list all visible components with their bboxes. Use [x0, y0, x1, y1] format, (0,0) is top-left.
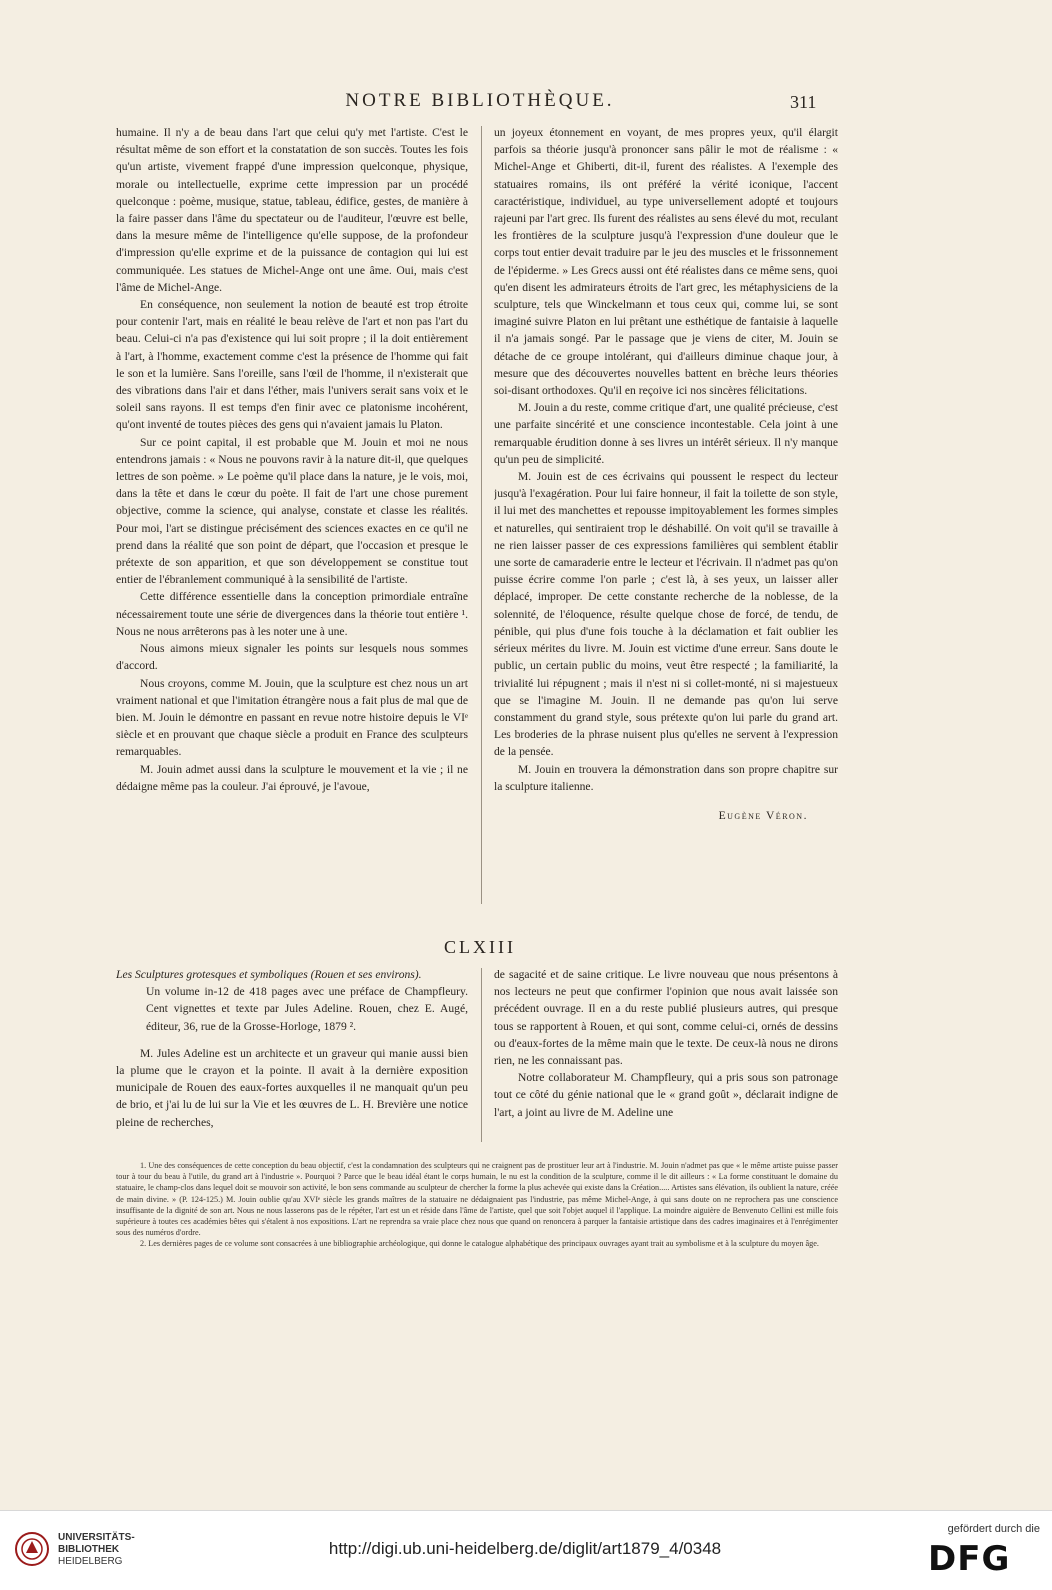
right-column-bottom [494, 966, 838, 1146]
right-column-top [494, 124, 838, 904]
left-column-top [116, 124, 468, 904]
footnotes [116, 1160, 838, 1310]
paragraph: Cette différence essentielle dans la conception primordiale entraîne nécessairement toute une série de divergences dans la théorie tout entière ¹. Nous ne nous arrêterons pas à les noter une à une. [116, 590, 468, 638]
paragraph: Notre collaborateur M. Champfleury, qui a pris sous son patronage tout ce côté du génie national que le « grand goût », déclarait indigne de l'art, a joint au livre de M. Adeline une [494, 1071, 838, 1119]
book-title: Les Sculptures grotesques et symboliques (Rouen et ses environs). [116, 968, 422, 981]
paragraph: M. Jules Adeline est un architecte et un graveur qui manie aussi bien la plume que le crayon et la pointe. Il avait à la dernière exposition municipale de Rouen des eaux-fortes auxquelles il ne manquait qu'un peu de brio, et j'ai lu de lui sur la Vie et les œuvres de L. H. Brevière une notice pleine de recherches, [116, 1046, 468, 1129]
paragraph: Nous aimons mieux signaler les points sur lesquels nous sommes d'accord. [116, 642, 468, 673]
paragraph: Nous croyons, comme M. Jouin, que la sculpture est chez nous un art vraiment national et que l'imitation étrangère nous a fait plus de mal que de bien. M. Jouin le démontre en passant en revue notre histoire depuis le VIᵉ siècle et en prouvant que chaque siècle a produit en France des sculpteurs remarquables. [116, 676, 468, 759]
institution-name [58, 1532, 135, 1568]
institution-line: UNIVERSITÄTS- [58, 1532, 135, 1543]
paragraph: Sur ce point capital, il est probable que M. Jouin et moi ne nous entendrons jamais : « Nous ne pouvons ravir à la nature dit-il, que quelques lettres de son poème. » Le poème qu'il place dans la nature, je le vois, moi, dans la tête et dans le cœur du poète. Il fait de l'art une chose purement objective, comme la science, qui analyse, constate et classe les réalités. Pour moi, l'art se distingue précisément des sciences exactes en ce qu'il ne prend dans la réalité que son point de départ, que l'occasion et presque le prétexte de son apparition, et que son développement se constitue tout entier de l'ébranlement communiqué à la sensibilité de l'artiste. [116, 435, 468, 587]
column-divider [481, 968, 482, 1142]
column-divider [481, 126, 482, 904]
author-signature: Eugène Véron. [718, 808, 808, 822]
paragraph: de sagacité et de saine critique. Le livre nouveau que nous présentons à nos lecteurs ne peut que confirmer l'opinion que nous avait laissée son précédent ouvrage. Il en a du reste publié plusieurs autres, qui presque tous se rapportent à Rouen, et qui sont, comme celui-ci, ornés de dessins ou d'eaux-fortes de la même main que le texte. De ceux-là nous ne dirons rien, ne les connaissant pas. [494, 968, 838, 1068]
institution-line: HEIDELBERG [58, 1556, 123, 1567]
paragraph: M. Jouin est de ces écrivains qui poussent le respect du lecteur jusqu'à l'exagération. Pour lui faire honneur, il fait la toilette de son style, il lui met des manchettes et repousse impitoyablement les formes simples et naturelles, qui sentiraient trop le déshabillé. On voit qu'il se travaille à ne rien laisser passer de ces expressions familières qui semblent établir une sorte de camaraderie entre le lecteur et l'écrivain. Il n'admet pas qu'on puisse écrire comme l'on parle ; c'est là, à ses yeux, un laisser aller déplacé, improper. De cette constante recherche de la noblesse, de la solennité, de l'éloquence, résulte quelque chose de forcé, de tendu, de pénible, qui plus d'une fois touche à la déclamation et fait oublier les sérieux mérites du livre. M. Jouin est victime d'une erreur. Sans doute le public, un certain public du moins, veut être respecté ; la familiarité, la trivialité lui répugnent ; mais il n'est ni si collet-monté, ni si majestueux que se l'imagine M. Jouin. Il ne demande pas qu'on lui serve constamment du grand style, sous prétexte qu'on lui parle du grand art. Les broderies de la phrase nuisent plus qu'elles ne servent à l'expression de la pensée. [494, 470, 838, 759]
footnote: 2. Les dernières pages de ce volume sont consacrées à une bibliographie archéologique, qui donne le catalogue alphabétique des principaux ouvrages ayant trait au symbolisme et à la sculpture du moyen âge. [140, 1239, 819, 1249]
footnote: 1. Une des conséquences de cette conception du beau objectif, c'est la condamnation des sculpteurs qui ne craignent pas de prostituer leur art à l'industrie. M. Jouin n'admet pas que « le même artiste puisse passer tour à tour du beau à l'utile, du grand art à l'industrie ». Pourquoi ? Parce que le beau idéal étant le corps humain, le nu est la condition de la sculpture, comme il le dit ailleurs : « La forme constituant le domaine du statuaire, le champ-clos dans lequel doit se mouvoir son activité, le bon sens commande au sculpteur de chercher la forme la plus achevée qui existe dans la Création..... Artistes sans élévation, ils oublient la nature, créée de main divine. » (P. 124-125.) M. Jouin oublie qu'au XVIᵉ siècle les grands maîtres de la statuaire ne dédaignaient pas l'industrie, pas même Michel-Ange, à qui sans doute on ne reprochera pas une conscience insuffisante de la dignité de son art. Nous ne nous lasserons pas de le répéter, l'art est un et réside dans l'âme de l'artiste, quel que soit l'objet auquel il l'applique. La moindre aiguière de Benvenuto Cellini est mille fois supérieure à toutes ces académies bêtes qui s'étalent à nos expositions. L'art ne reprendra sa vraie place chez nous que quand on renoncera à parquer la fantaisie artistique dans des cadres imaginaires et à l'enrégimenter sous des numéros d'ordre. [116, 1161, 838, 1238]
paragraph: humaine. Il n'y a de beau dans l'art que celui qu'y met l'artiste. C'est le résultat même de son effort et la constatation de son succès. Toutes les fois qu'un artiste, vivement frappé d'une impression quelconque, physique, morale ou intellectuelle, exprime cette impression par un procédé quelconque : poème, musique, statue, tableau, édifice, gestes, de manière à la faire passer dans l'âme du spectateur ou de l'auditeur, l'œuvre est belle, dans la mesure même de l'intelligence qu'elle suppose, de la profondeur d'impression qu'elle exprime et de la puissance de contagion qui lui est communiquée. Les statues de Michel-Ange ont une âme. Oui, mais c'est l'âme de Michel-Ange. [116, 126, 468, 294]
paragraph: En conséquence, non seulement la notion de beauté est trop étroite pour contenir l'art, mais en réalité le beau relève de l'art et non pas l'art du beau. Celui-ci n'a pas d'existence qui lui soit propre ; il la doit entièrement à l'art, à l'homme, exactement comme c'est la présence de l'homme qui fait le son et la lumière. Sans l'oreille, sans l'œil de l'homme, il n'existerait que des vibrations dans l'air et dans l'éther, mais l'univers serait sans voix et le soleil sans rayons. Il est temps d'en finir avec ce platonisme incohérent, qu'ont inventé de toutes pièces des gens qui n'avaient jamais lu Platon. [116, 298, 468, 432]
section-number: CLXIII [444, 937, 516, 957]
left-column-bottom [116, 966, 468, 1146]
paragraph: un joyeux étonnement en voyant, de mes propres yeux, qu'il élargit parfois sa théorie jusqu'à prononcer sans pâlir le mot de réalisme : « Michel-Ange et Ghiberti, dit-il, furent des réalistes. A l'exemple des statuaires romains, ils ont préféré la vérité iconique, l'accent caractéristique, individuel, au type universellement adopté et toujours rajeuni par l'art grec. Ils furent des réalistes au sens élevé du mot, reculant les frontières de la sculpture jusqu'à l'expression d'une douleur que le corps tout entier devait traduire par le jeu des muscles et le frissonnement de l'épiderme. » Les Grecs aussi ont été réalistes dans ce même sens, quoi qu'en disent les admirateurs étroits de l'art grec, les métaphysiciens de la sculpture, tels que Winckelmann et tous ceux qui, comme lui, se sont imaginé suivre Platon en lui prêtant une esthétique de fantaisie à laquelle il n'a jamais songé. Par le passage que je viens de citer, M. Jouin se détache de ce groupe intolérant, qui d'ailleurs diminue chaque jour, à mesure que des découvertes nouvelles battent en brèche leurs théories soi-disant orthodoxes. Qu'il en reçoive ici nos sincères félicitations. [494, 126, 838, 398]
running-title: NOTRE BIBLIOTHÈQUE. [345, 90, 615, 111]
viewer-footer [0, 1510, 1052, 1590]
funded-by-label: gefördert durch die [947, 1523, 1040, 1535]
book-details: Un volume in-12 de 418 pages avec une préface de Champfleury. Cent vignettes et texte par Jules Adeline. Rouen, chez E. Augé, éditeur, 36, rue de la Grosse-Horloge, 1879 ². [146, 985, 468, 1033]
paragraph: M. Jouin admet aussi dans la sculpture le mouvement et la vie ; il ne dédaigne même pas la couleur. J'ai éprouvé, je l'avoue, [116, 762, 468, 793]
paragraph: M. Jouin a du reste, comme critique d'art, une qualité précieuse, c'est une parfaite sincérité et une conscience incontestable. Cela joint à une remarquable érudition donne à ses livres un intérêt sérieux. Il n'y manque qu'un peu de simplicité. [494, 401, 838, 466]
permalink-url[interactable]: http://digi.ub.uni-heidelberg.de/diglit/art1879_4/0348 [328, 1539, 722, 1558]
page-number: 311 [790, 92, 817, 112]
university-seal-icon [14, 1531, 50, 1567]
institution-line: BIBLIOTHEK [58, 1544, 120, 1555]
paragraph: M. Jouin en trouvera la démonstration dans son propre chapitre sur la sculpture italienne. [494, 762, 838, 793]
dfg-logo: DFG [928, 1539, 1011, 1579]
